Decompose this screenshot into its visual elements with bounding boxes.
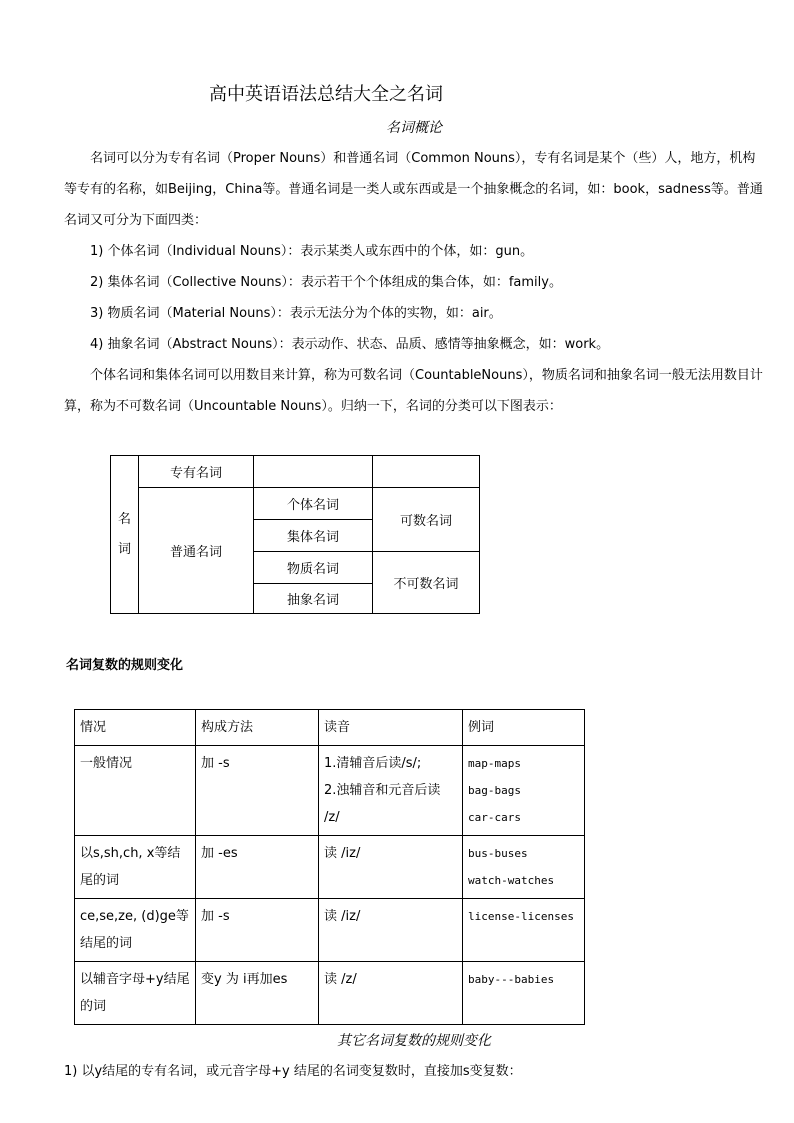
reading-cell xyxy=(319,746,463,836)
abstract-noun-cell: 抽象名词 xyxy=(254,584,373,614)
intro-item-3: 3) 物质名词（Material Nouns）：表示无法分为个体的实物，如：air。 xyxy=(90,306,502,321)
header-examples: 例词 xyxy=(463,710,585,746)
examples-cell xyxy=(463,962,585,1025)
example-word: bag-bags xyxy=(468,784,521,797)
intro-item-1: 1) 个体名词（Individual Nouns）：表示某类人或东西中的个体，如：gun。 xyxy=(90,244,534,259)
reading-cell xyxy=(319,836,463,899)
reading-line: /z/ xyxy=(324,810,340,825)
table-row xyxy=(75,899,585,962)
intro-item-4: 4) 抽象名词（Abstract Nouns）：表示动作、状态、品质、感情等抽象概念，如：work。 xyxy=(90,337,610,352)
reading-cell xyxy=(319,899,463,962)
empty-cell xyxy=(373,456,480,488)
method-cell: 加 -s xyxy=(196,899,319,962)
intro-paragraph-1: 名词可以分为专有名词（Proper Nouns）和普通名词（Common Nouns），专有名词是某个（些）人，地方，机构等专有的名称，如Beijing，China等。普通名词是一类人或东西或是一个抽象概念的名词，如：book，sadness等。普通名词又可分为下面四类： xyxy=(64,151,763,228)
case-cell: 一般情况 xyxy=(75,746,196,836)
rule-item-1: 1) 以y结尾的专有名词，或元音字母+y 结尾的名词变复数时，直接加s变复数： xyxy=(64,1064,522,1079)
intro-item-2: 2) 集体名词（Collective Nouns）：表示若干个个体组成的集合体，如：family。 xyxy=(90,275,562,290)
example-word: map-maps xyxy=(468,757,521,770)
reading-cell xyxy=(319,962,463,1025)
countable-noun-cell: 可数名词 xyxy=(373,488,480,552)
method-cell: 加 -es xyxy=(196,836,319,899)
example-word: car-cars xyxy=(468,811,521,824)
root-cell xyxy=(111,456,139,614)
page-title: 高中英语语法总结大全之名词 xyxy=(209,84,443,105)
examples-cell xyxy=(463,899,585,962)
uncountable-noun-cell: 不可数名词 xyxy=(373,552,480,614)
table-row xyxy=(75,746,585,836)
noun-classification-table xyxy=(110,455,480,614)
plural-rules-table xyxy=(74,709,585,1025)
root-label: 名词 xyxy=(117,511,131,557)
examples-cell xyxy=(463,746,585,836)
header-case: 情况 xyxy=(75,710,196,746)
reading-line: 2.浊辅音和元音后读 xyxy=(324,783,441,798)
reading-line: 读 /iz/ xyxy=(324,909,361,924)
common-noun-cell: 普通名词 xyxy=(139,488,254,614)
other-rules-caption: 其它名词复数的规则变化 xyxy=(337,1033,491,1049)
case-cell: ce,se,ze, (d)ge等结尾的词 xyxy=(75,899,196,962)
reading-line: 1.清辅音后读/s/; xyxy=(324,756,422,771)
table-row xyxy=(75,836,585,899)
plural-heading: 名词复数的规则变化 xyxy=(66,658,184,673)
intro-section xyxy=(64,143,764,422)
proper-noun-cell: 专有名词 xyxy=(139,456,254,488)
examples-cell xyxy=(463,836,585,899)
case-cell: 以辅音字母+y结尾的词 xyxy=(75,962,196,1025)
material-noun-cell: 物质名词 xyxy=(254,552,373,584)
empty-cell xyxy=(254,456,373,488)
example-word: license-licenses xyxy=(468,910,574,923)
example-word: baby---babies xyxy=(468,973,555,986)
collective-noun-cell: 集体名词 xyxy=(254,520,373,552)
example-word: watch-watches xyxy=(468,874,555,887)
header-reading: 读音 xyxy=(319,710,463,746)
table-row xyxy=(75,962,585,1025)
method-cell: 加 -s xyxy=(196,746,319,836)
example-word: bus-buses xyxy=(468,847,528,860)
case-cell: 以s,sh,ch, x等结尾的词 xyxy=(75,836,196,899)
intro-paragraph-2: 个体名词和集体名词可以用数目来计算，称为可数名词（CountableNouns），物质名词和抽象名词一般无法用数目计算，称为不可数名词（Uncountable Nouns）。归纳一下，名词的分类可以下图表示： xyxy=(64,368,763,414)
reading-line: 读 /z/ xyxy=(324,972,357,987)
section-subtitle: 名词概论 xyxy=(386,120,442,136)
reading-line: 读 /iz/ xyxy=(324,846,361,861)
header-method: 构成方法 xyxy=(196,710,319,746)
method-cell: 变y 为 i再加es xyxy=(196,962,319,1025)
individual-noun-cell: 个体名词 xyxy=(254,488,373,520)
table-header-row xyxy=(75,710,585,746)
